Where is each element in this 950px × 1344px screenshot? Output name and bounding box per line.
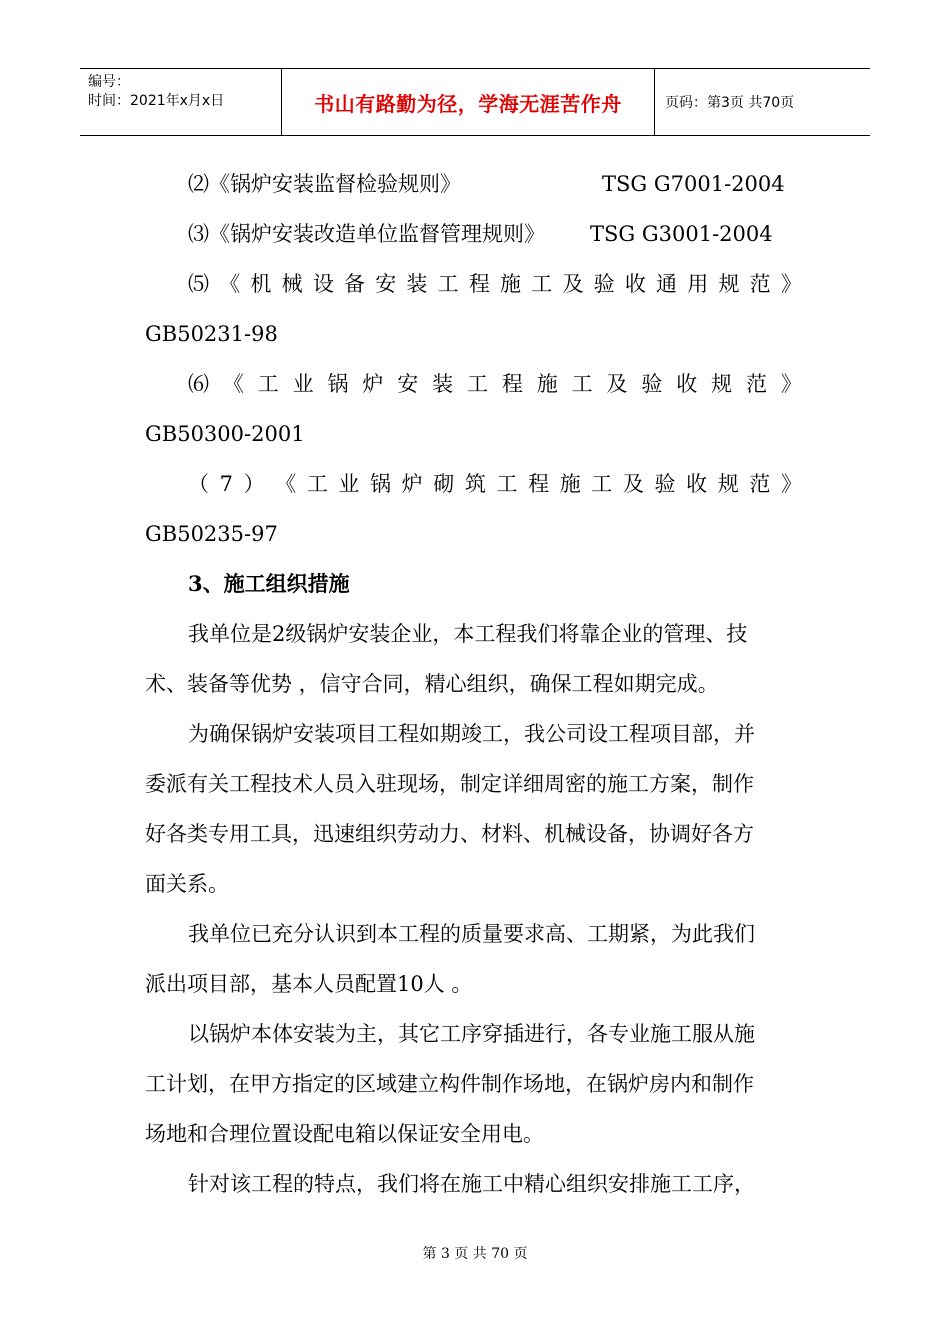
standard-3-name: ⑶《锅炉安装改造单位监督管理规则》 — [188, 222, 545, 246]
standard-7-name — [188, 470, 802, 498]
title-char: 及 — [622, 472, 644, 496]
title-char: 锅 — [327, 372, 349, 396]
standard-2-code: TSG G7001-2004 — [602, 172, 785, 196]
title-char: 装 — [406, 272, 428, 296]
paragraph-line: 以锅炉本体安装为主，其它工序穿插进行，各专业施工服从施 — [188, 1022, 755, 1046]
title-char: 通 — [656, 272, 678, 296]
standard-6-name — [188, 370, 802, 398]
title-char: 规 — [717, 472, 739, 496]
paragraph-line: 我单位是2级锅炉安装企业，本工程我们将靠企业的管理、技 — [188, 622, 748, 646]
title-char: 筑 — [464, 472, 486, 496]
title-char: 用 — [687, 272, 709, 296]
title-char: 业 — [292, 372, 314, 396]
title-char: 收 — [676, 372, 698, 396]
standard-5-name — [188, 270, 802, 298]
title-char: 规 — [711, 372, 733, 396]
title-char: 工 — [306, 472, 328, 496]
paragraph-line: 术、装备等优势 ，信守合同，精心组织，确保工程如期完成。 — [145, 672, 719, 696]
title-char: 装 — [432, 372, 454, 396]
number-label: 编号： — [88, 74, 130, 90]
title-char: ） — [243, 472, 265, 496]
paragraph-line: 我单位已充分认识到本工程的质量要求高、工期紧，为此我们 — [188, 922, 755, 946]
title-char: 锅 — [370, 472, 392, 496]
standard-5-code: GB50231-98 — [145, 322, 278, 346]
title-char: 工 — [257, 372, 279, 396]
paragraph-line: 工计划，在甲方指定的区域建立构件制作场地，在锅炉房内和制作 — [145, 1072, 754, 1096]
page-header — [80, 68, 870, 136]
title-char: ⑹ — [188, 372, 209, 396]
paragraph-line: 好各类专用工具，迅速组织劳动力、材料、机械设备，协调好各方 — [145, 822, 754, 846]
title-char: 及 — [562, 272, 584, 296]
title-char: 验 — [654, 472, 676, 496]
title-char: 工 — [531, 272, 553, 296]
title-char: 》 — [780, 472, 802, 496]
title-char: 《 — [275, 472, 297, 496]
paragraph-line: 为确保锅炉安装项目工程如期竣工，我公司设工程项目部，并 — [188, 722, 755, 746]
paragraph-line: 派出项目部，基本人员配置10人 。 — [145, 972, 473, 996]
title-char: 验 — [641, 372, 663, 396]
title-char: 收 — [624, 272, 646, 296]
title-char: 砌 — [433, 472, 455, 496]
title-char: 机 — [250, 272, 272, 296]
title-char: 程 — [501, 372, 523, 396]
title-char: 》 — [780, 372, 802, 396]
title-char: 规 — [718, 272, 740, 296]
time-label: 时间：2021年x月x日 — [88, 93, 225, 109]
header-page-cell — [655, 69, 869, 135]
paragraph-line: 委派有关工程技术人员入驻现场，制定详细周密的施工方案，制作 — [145, 772, 754, 796]
title-char: 7 — [219, 472, 233, 496]
title-char: 及 — [606, 372, 628, 396]
title-char: 安 — [397, 372, 419, 396]
title-char: 施 — [536, 372, 558, 396]
title-char: 程 — [528, 472, 550, 496]
title-char: 验 — [593, 272, 615, 296]
header-meta — [80, 69, 282, 135]
title-char: （ — [188, 472, 209, 496]
title-char: 施 — [559, 472, 581, 496]
title-char: 炉 — [362, 372, 384, 396]
title-char: 工 — [437, 272, 459, 296]
title-char: 《 — [222, 372, 244, 396]
title-char: 程 — [468, 272, 490, 296]
standard-3-code: TSG G3001-2004 — [590, 222, 773, 246]
title-char: 械 — [281, 272, 303, 296]
page-footer: 第 3 页 共 70 页 — [422, 1246, 528, 1262]
title-char: 工 — [571, 372, 593, 396]
header-motto: 书山有路勤为径，学海无涯苦作舟 — [314, 91, 622, 116]
paragraph-line: 场地和合理位置设配电箱以保证安全用电。 — [145, 1122, 544, 1146]
title-char: 施 — [500, 272, 522, 296]
title-char: 范 — [746, 372, 767, 396]
title-char: 收 — [686, 472, 708, 496]
title-char: 》 — [780, 272, 802, 296]
title-char: 工 — [591, 472, 613, 496]
header-page-info: 页码：第3页 共70页 — [665, 95, 795, 111]
title-char: ⑸ — [188, 272, 209, 296]
paragraph-line: 面关系。 — [145, 872, 229, 896]
title-char: 安 — [375, 272, 397, 296]
title-char: 设 — [312, 272, 334, 296]
title-char: 业 — [338, 472, 360, 496]
standard-7-code: GB50235-97 — [145, 522, 278, 546]
paragraph-line: 针对该工程的特点，我们将在施工中精心组织安排施工工序， — [188, 1172, 755, 1196]
section-title: 3、施工组织措施 — [188, 571, 350, 596]
title-char: 炉 — [401, 472, 423, 496]
header-motto-cell — [282, 69, 655, 135]
title-char: 范 — [749, 272, 771, 296]
standard-2-name: ⑵《锅炉安装监督检验规则》 — [188, 172, 461, 196]
standard-6-code: GB50300-2001 — [145, 422, 305, 446]
title-char: 备 — [344, 272, 366, 296]
title-char: 范 — [749, 472, 771, 496]
title-char: 《 — [219, 272, 241, 296]
title-char: 工 — [496, 472, 518, 496]
title-char: 工 — [467, 372, 488, 396]
